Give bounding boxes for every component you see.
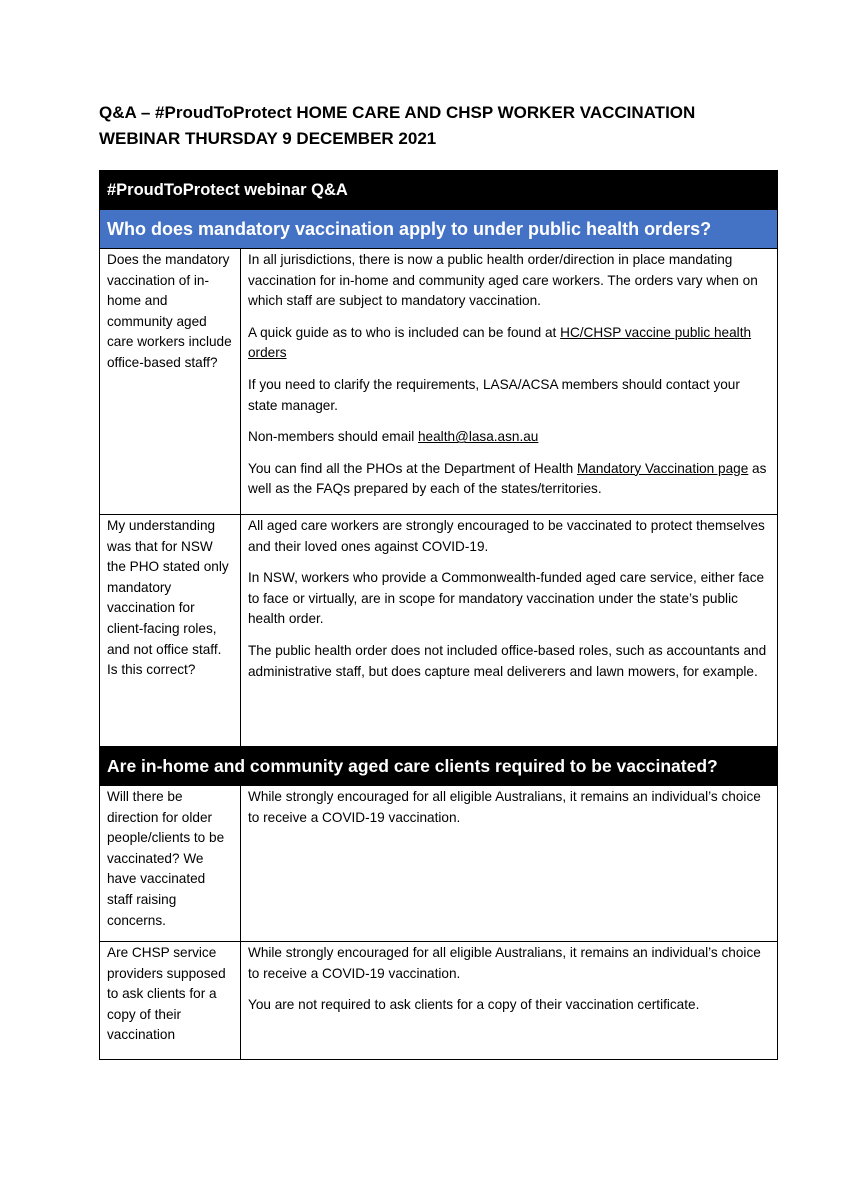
section-heading-clients-vaccinated: Are in-home and community aged care clients required to be vaccinated? [100,747,778,786]
table-row [100,786,778,942]
vaccine-orders-link[interactable]: HC/CHSP vaccine public health orders [248,324,752,361]
answer-text: You can find all the PHOs at the Department of Health [248,460,577,476]
qa-table [99,170,778,1060]
question-cell: Are CHSP service providers supposed to ask clients for a copy of their vaccination [100,942,241,1060]
section-heading-row [100,210,778,249]
answer-paragraph: In NSW, workers who provide a Commonwealth-funded aged care service, either face to face or virtually, are in scope for mandatory vaccination under the state’s public health order. [248,570,765,627]
answer-paragraph: All aged care workers are strongly encouraged to be vaccinated to protect themselves and their loved ones against COVID-19. [248,518,765,554]
table-row [100,942,778,1060]
mandatory-vaccination-page-link[interactable]: Mandatory Vaccination page [576,460,749,476]
question-cell: Does the mandatory vaccination of in-home and community aged care workers include office-based staff? [100,249,241,515]
answer-paragraph [248,323,770,364]
table-row [100,515,778,747]
email-link[interactable]: health@lasa.asn.au [418,429,539,445]
answer-cell [241,249,778,515]
answer-text: Non-members should email [248,429,418,445]
answer-paragraph: You are not required to ask clients for a copy of their vaccination certificate. [248,997,700,1013]
answer-paragraph: If you need to clarify the requirements, LASA/ACSA members should contact your state manager. [248,376,740,413]
answer-paragraph [248,427,770,448]
answer-cell [241,515,778,747]
section-heading-row [100,747,778,786]
answer-cell [241,786,778,942]
answer-text: A quick guide as to who is included can be found at [248,324,561,340]
answer-paragraph: While strongly encouraged for all eligible Australians, it remains an individual’s choice to receive a COVID-19 vaccination. [248,945,761,981]
table-row [100,249,778,515]
title-line-1: Q&A – #ProudToProtect HOME CARE AND CHSP WORKER VACCINATION [99,103,696,122]
answer-cell [241,942,778,1060]
section-heading-public-health-orders: Who does mandatory vaccination apply to under public health orders? [100,210,778,249]
answer-text: as well as the FAQs prepared by each of the states/territories. [248,460,767,497]
question-cell: My understanding was that for NSW the PHO stated only mandatory vaccination for client-facing roles, and not office staff. Is this correct? [100,515,241,747]
answer-paragraph: While strongly encouraged for all eligible Australians, it remains an individual’s choice to receive a COVID-19 vaccination. [248,789,761,825]
question-cell: Will there be direction for older people/clients to be vaccinated? We have vaccinated staff raising concerns. [100,786,241,942]
table-header-row [100,171,778,210]
answer-paragraph: The public health order does not included office-based roles, such as accountants and administrative staff, but does capture meal deliverers and lawn mowers, for example. [248,642,767,679]
document-title [99,100,779,152]
answer-paragraph [248,459,770,500]
answer-paragraph: In all jurisdictions, there is now a public health order/direction in place mandating vaccination for in-home and community aged care workers. The orders vary when on which staff are subject to mandatory vaccination. [248,252,758,309]
title-line-2: WEBINAR THURSDAY 9 DECEMBER 2021 [99,129,437,148]
table-header: #ProudToProtect webinar Q&A [100,171,778,210]
